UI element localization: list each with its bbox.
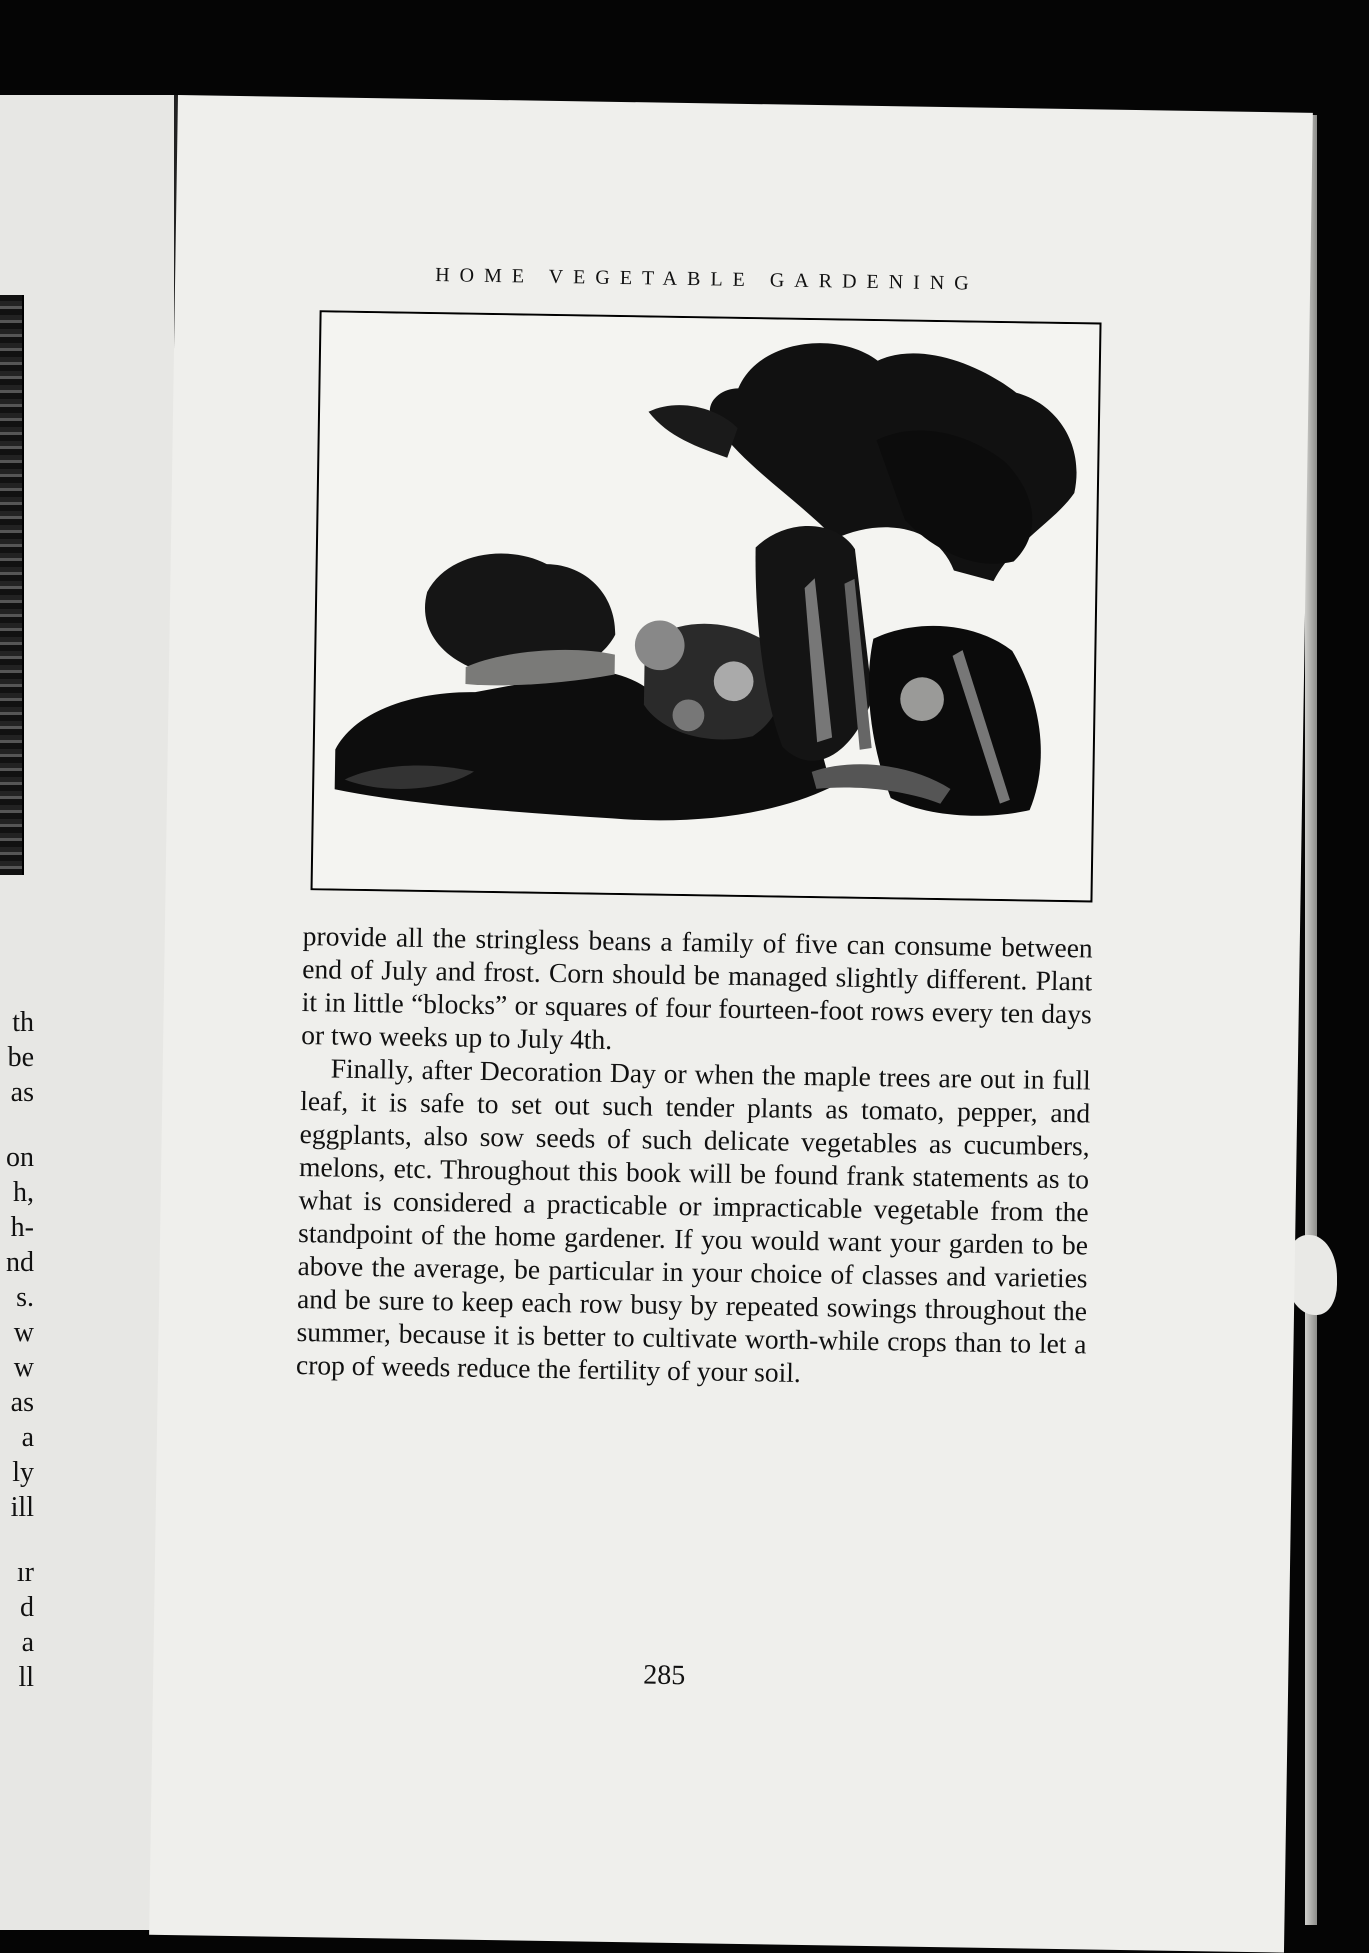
vegetable-photograph: [311, 310, 1102, 902]
fragment-line: w: [13, 1352, 34, 1383]
fragment-gap: [0, 1525, 34, 1555]
fragment-line: s.: [16, 1282, 34, 1313]
fragment-line: a: [21, 1422, 34, 1453]
fragment-line: ll: [18, 1662, 34, 1693]
paragraph: provide all the stringless beans a family of five can consume between end of July and frost. Corn should be managed slightly different. Plant it in little “blocks” or squares of four fourteen-foot rows every ten days or two weeks up to July 4th.: [301, 920, 1093, 1055]
fragment-line: h-: [10, 1212, 34, 1243]
previous-page-text-fragments: [0, 1005, 34, 1695]
fragment-line: d: [20, 1592, 34, 1623]
fragment-line: as: [10, 1387, 34, 1418]
fragment-line: on: [6, 1142, 34, 1173]
previous-page-edge: [0, 95, 178, 1930]
fragment-line: a: [21, 1627, 34, 1658]
fragment-line: as: [10, 1077, 34, 1108]
fragment-line: ly: [12, 1457, 34, 1488]
fragment-line: be: [7, 1042, 34, 1073]
fragment-line: w: [13, 1317, 34, 1348]
previous-page-photo-edge: [0, 295, 24, 875]
fragment-line: ır: [16, 1557, 34, 1588]
fragment-line: nd: [6, 1247, 34, 1278]
fragment-line: ill: [10, 1492, 34, 1523]
running-head: HOME VEGETABLE GARDENING: [435, 264, 979, 295]
fragment-gap: [0, 1110, 34, 1140]
page-number: 285: [642, 1659, 686, 1692]
body-text: [296, 919, 1093, 1393]
paragraph: Finally, after Decoration Day or when the maple trees are out in full leaf, it is safe to set out such tender plants as tomato, pepper, and eggplants, also sow seeds of such delicate vegetables as cucumbers, melons, etc. Throughout this book will be found frank statements as to what is considered a practicable or impracticable vegetable from the standpoint of the home gardener. If you would want your garden to be above the average, be particular in your choice of classes and varieties and be sure to keep each row busy by repeated sowings throughout the summer, because it is better to cultivate worth-while crops than to let a crop of weeds reduce the fertility of your soil.: [295, 1052, 1091, 1388]
book-page: [149, 95, 1313, 1953]
fragment-line: h,: [13, 1177, 34, 1208]
fragment-line: th: [12, 1007, 34, 1038]
vegetables-image: [313, 312, 1100, 900]
